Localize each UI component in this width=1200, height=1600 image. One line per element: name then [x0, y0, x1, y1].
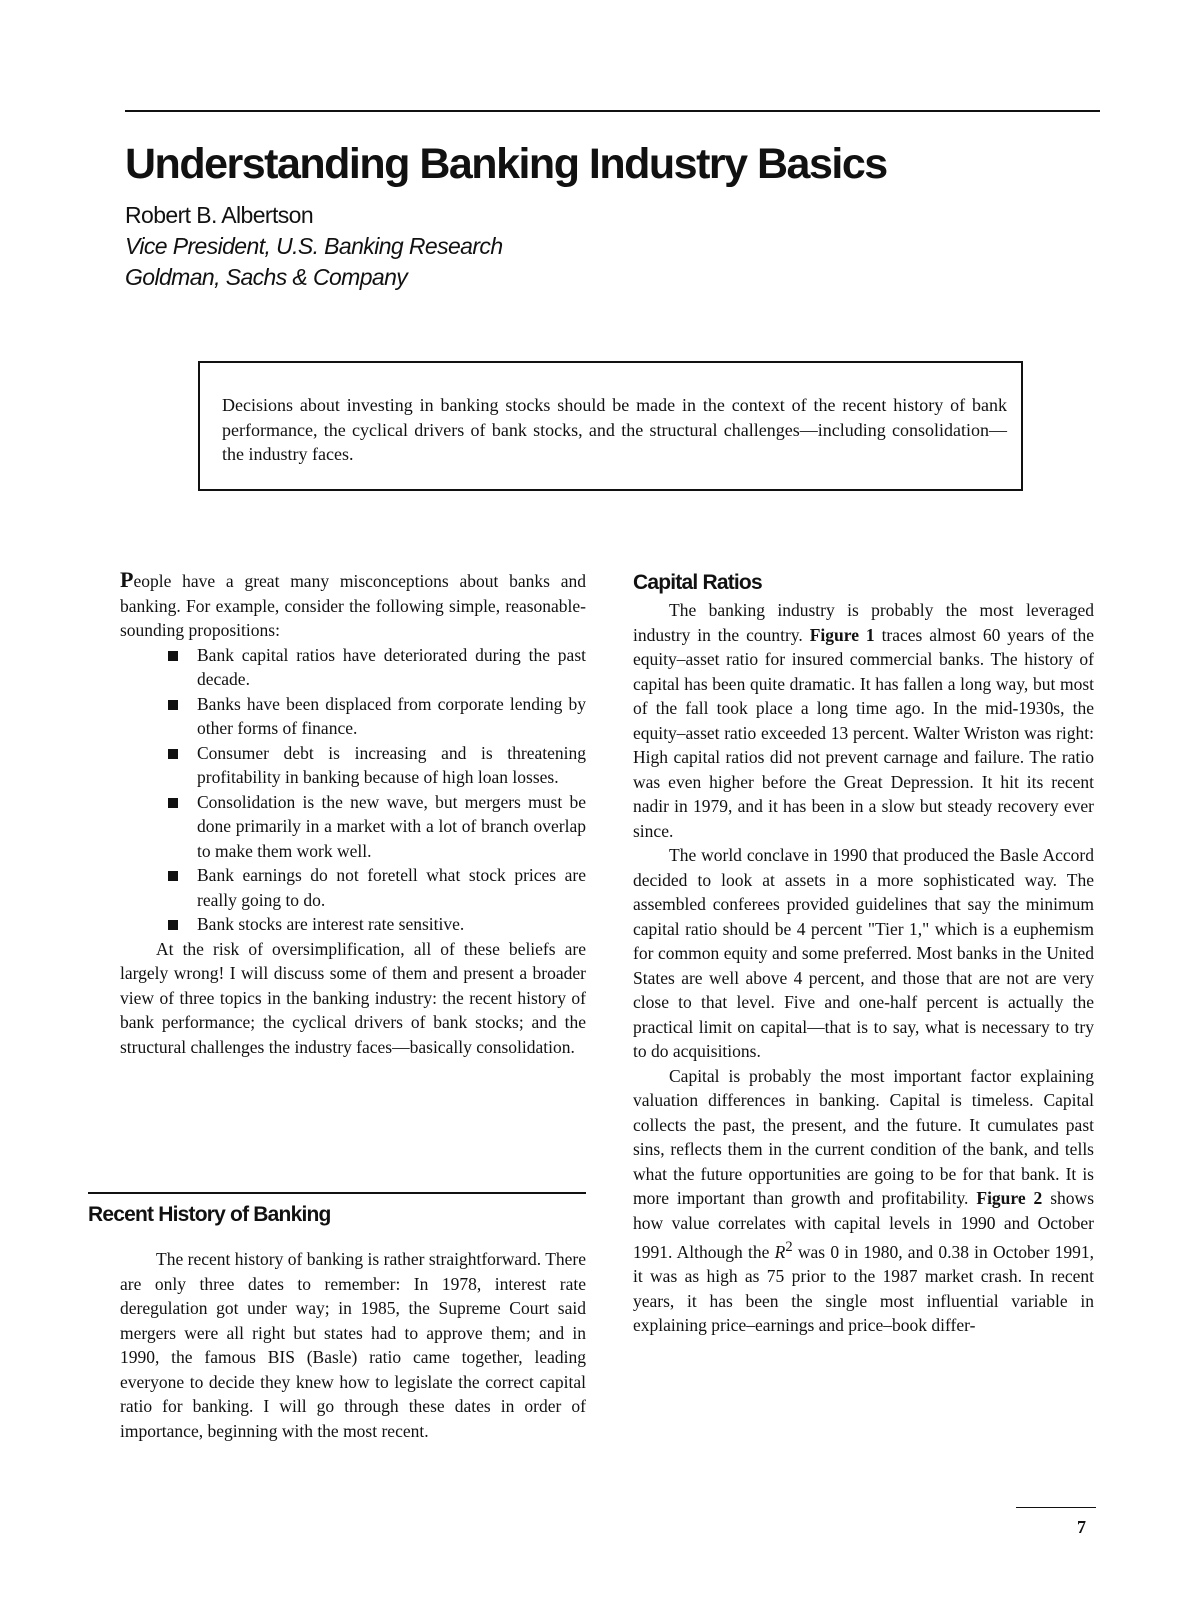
list-item: Bank capital ratios have deteriorated during the past decade. — [120, 643, 586, 692]
list-item: Bank earnings do not foretell what stock prices are really going to do. — [120, 863, 586, 912]
section-heading-capital-ratios: Capital Ratios — [633, 571, 762, 594]
footer-rule — [1016, 1507, 1096, 1508]
author-block — [125, 200, 503, 293]
intro-paragraph — [120, 568, 586, 643]
square-bullet-icon — [168, 871, 178, 881]
propositions-list — [120, 643, 586, 937]
square-bullet-icon — [168, 700, 178, 710]
author-company: Goldman, Sachs & Company — [125, 264, 408, 290]
list-item: Consumer debt is increasing and is threatening profitability in banking because of high loan losses. — [120, 741, 586, 790]
page-number: 7 — [1077, 1517, 1086, 1537]
figure-1-ref: Figure 1 — [809, 624, 875, 645]
capital-paragraph-3: Capital is probably the most important factor explaining valuation differences in banking. Capital is timeless. Capital collects the past, the present, and the future. It cumulates past sins, reflects them in the current condition of the bank, and tells what the future opportunities are going to be for that bank. It is more important than growth and profitability. Figure 2 shows how value correlates with capital levels in 1990 and October 1991. Although the $R^2$ was 0 in 1980, and 0.38 in October 1991, it was as high as 75 prior to the 1987 market crash. In recent years, it has been the single most influential variable in explaining price–earnings and price–book differ- — [633, 1065, 1095, 1336]
section-heading-recent-history: Recent History of Banking — [88, 1203, 331, 1226]
author-name: Robert B. Albertson — [125, 202, 314, 228]
capital-paragraph-2: The world conclave in 1990 that produced the Basle Accord decided to look at assets in a more sophisticated way. The assembled conferees provided guidelines that say the minimum capital ratio should be 4 percent "Tier 1," which is a euphemism for common equity and some preferred. Most banks in the United States are well above 4 percent, and those that are not are very close to that level. Five and one-half percent is actually the practical limit on capital—that is to say, what is necessary to try to do acquisitions. — [633, 845, 1094, 1061]
section-rule — [88, 1192, 586, 1194]
intro-lead: eople have a great many misconceptions about banks and banking. For example, consider the following simple, reasonable-sounding propositions: — [120, 571, 586, 640]
intro-closing-paragraph: At the risk of oversimplification, all of these beliefs are largely wrong! I will discuss some of them and present a broader view of three topics in the banking industry: the recent history of bank performance; the cyclical drivers of bank stocks; and the structural challenges the industry faces—basically consolidation. — [120, 938, 586, 1057]
recent-history-paragraph: The recent history of banking is rather straightforward. There are only three dates to remember: In 1978, interest rate deregulation got under way; in 1985, the Supreme Court said mergers were all right but states had to approve them; and in 1990, the famous BIS (Basle) ratio came together, leading everyone to decide they knew how to legislate the correct capital ratio for banking. I will go through these dates in order of importance, beginning with the most recent. — [120, 1249, 586, 1441]
list-item: Consolidation is the new wave, but mergers must be done primarily in a market with a lot of branch overlap to make them work well. — [120, 790, 586, 864]
author-title: Vice President, U.S. Banking Research — [125, 233, 503, 259]
right-column-capital-ratios — [633, 570, 1094, 1338]
left-column-recent-history — [120, 1247, 586, 1443]
r-squared-symbol: R — [774, 1241, 786, 1262]
left-column-intro — [120, 568, 586, 1059]
abstract-box — [198, 361, 1023, 491]
drop-cap: P — [120, 567, 134, 592]
abstract-text: Decisions about investing in banking stocks should be made in the context of the recent history of bank performance, the cyclical drivers of bank stocks, and the structural challenges—including consolidation—the industry faces. — [222, 395, 1007, 464]
list-item: Bank stocks are interest rate sensitive. — [120, 912, 586, 937]
list-item: Banks have been displaced from corporate lending by other forms of finance. — [120, 692, 586, 741]
square-bullet-icon — [168, 920, 178, 930]
figure-2-ref: Figure 2 — [976, 1188, 1043, 1208]
square-bullet-icon — [168, 749, 178, 759]
article-title: Understanding Banking Industry Basics — [125, 140, 887, 188]
capital-paragraph-1: The banking industry is probably the most leveraged industry in the country. Figure 1 traces almost 60 years of the equity–asset ratio for insured commercial banks. The history of capital has been quite dramatic. It has fallen a long way, but most of the fall took place a long time ago. In the mid-1930s, the equity–asset ratio exceeded 13 percent. Walter Wriston was right: High capital ratios did not prevent carnage and failure. The ratio was even higher before the Great Depression. It hit its recent nadir in 1979, and it has been in a slow but steady recovery ever since. — [633, 600, 1094, 841]
top-rule — [125, 110, 1100, 112]
square-bullet-icon — [168, 651, 178, 661]
square-bullet-icon — [168, 798, 178, 808]
